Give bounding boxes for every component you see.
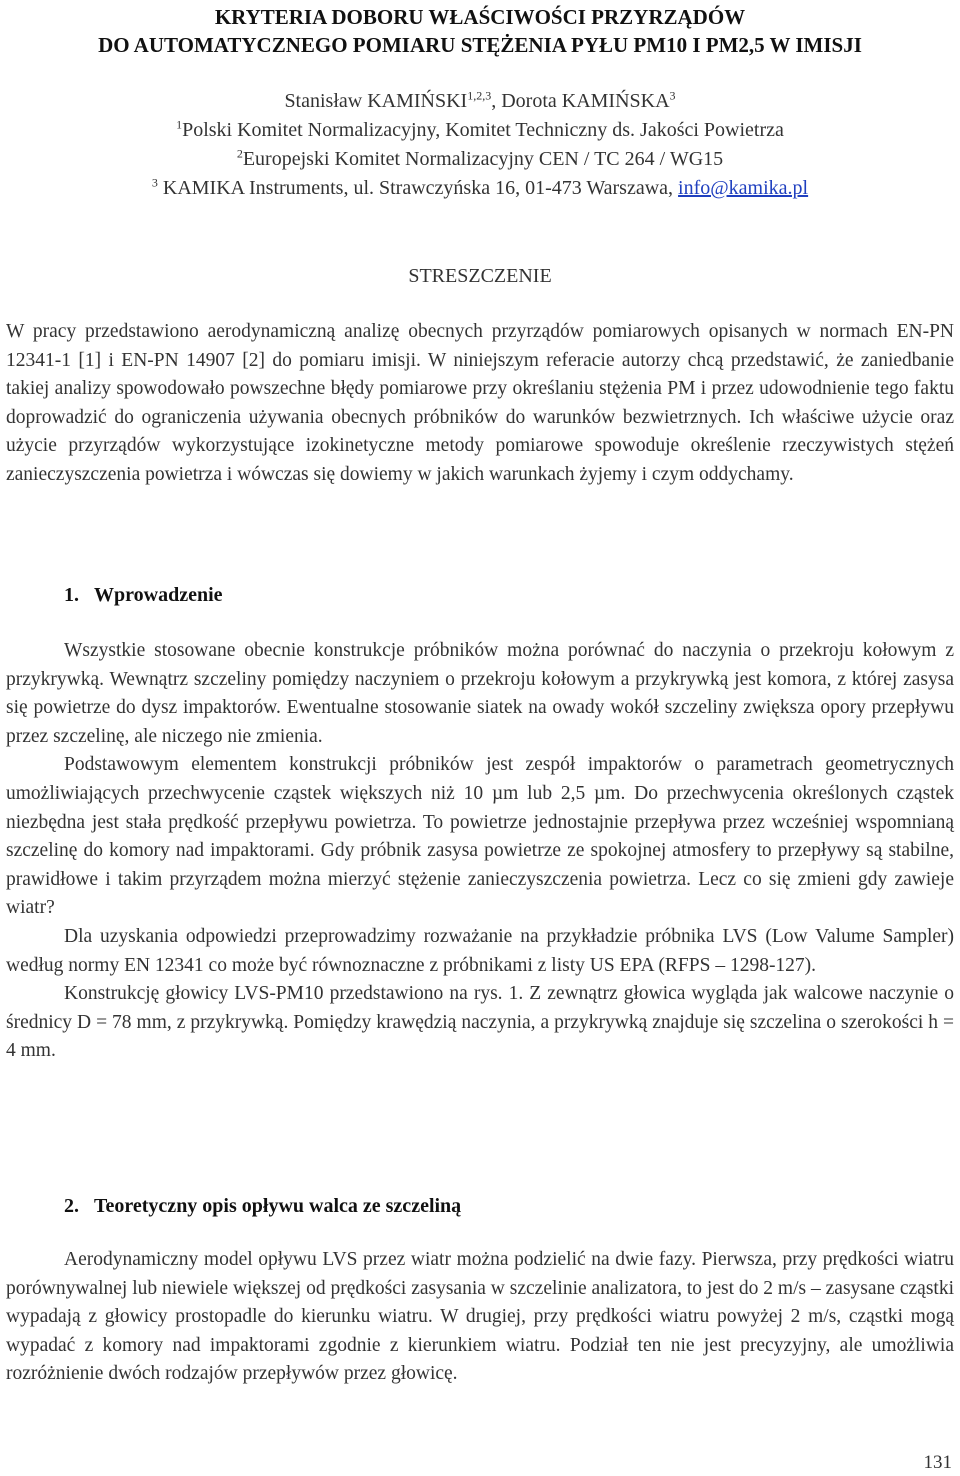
abstract-text — [6, 318, 954, 490]
abstract-paragraph: W pracy przedstawiono aerodynamiczną analizę obecnych przyrządów pomiarowych opisanych w normach EN-PN 12341-1 [1] i EN-PN 14907 [2] do pomiaru imisji. W niniejszym referacie autorzy chcą przedstawić, że zaniedbanie takiej analizy spowodowało powszechne błędy pomiarowe przy określaniu stężenia PM i przez udowodnienie tego faktu doprowadzić do ograniczenia używania obecnych próbników do warunków bezwietrznych. Ich właściwe użycie oraz użycie przyrządów wykorzystujące izokinetyczne metody pomiarowe spowoduje określenie rzeczywistych stężeń zanieczyszczenia powietrza i wówczas się dowiemy w jakich warunkach żyjemy i czym oddychamy. — [6, 321, 954, 485]
section-2-number: 2. — [64, 1195, 79, 1217]
section-1-number: 1. — [64, 584, 79, 606]
author-2-affiliation: 3 — [669, 88, 676, 103]
section-2-title: Teoretyczny opis opływu walca ze szczeliną — [94, 1195, 462, 1217]
section-1-paragraph-3: Dla uzyskania odpowiedzi przeprowadzimy rozważanie na przykładzie próbnika LVS (Low Valume Sampler) według normy EN 12341 co może być równoznaczne z próbnikami z listy US EPA (RFPS – 1298-127). — [6, 925, 954, 976]
section-1-paragraph-1: Wszystkie stosowane obecnie konstrukcje próbników można porównać do naczynia o przekroju kołowym z przykrywką. Wewnątrz szczeliny pomiędzy naczyniem o przekroju kołowym a przykrywką jest komora, z której zasysa się powietrze do dysz impaktorów. Ewentualne stosowanie siatek na owady wokół szczeliny zwiększa opory przepływu przez szczelinę, ale niczego nie zmienia. — [6, 640, 954, 747]
paper-title-line-1: KRYTERIA DOBORU WŁAŚCIWOŚCI PRZYRZĄDÓW — [214, 5, 746, 29]
affiliation-3-number: 3 — [151, 175, 158, 190]
authors-line — [0, 88, 960, 114]
affiliation-1-number: 1 — [176, 117, 183, 132]
author-1: Stanisław KAMIŃSKI — [284, 90, 468, 112]
section-2-body — [6, 1246, 954, 1389]
author-separator: , — [491, 90, 502, 112]
affiliation-2-text: Europejski Komitet Normalizacyjny CEN / TC 264 / WG15 — [242, 148, 724, 170]
paper-title-line-2: DO AUTOMATYCZNEGO POMIARU STĘŻENIA PYŁU PM10 I PM2,5 W IMISJI — [98, 33, 862, 57]
affiliation-2 — [0, 146, 960, 172]
abstract-heading: STRESZCZENIE — [408, 265, 552, 287]
email-link[interactable]: info@kamika.pl — [678, 177, 809, 199]
affiliation-2-number: 2 — [236, 146, 243, 161]
section-1-paragraph-4: Konstrukcję głowicy LVS-PM10 przedstawiono na rys. 1. Z zewnątrz głowica wygląda jak walcowe naczynie o średnicy D = 78 mm, z przykrywką. Pomiędzy krawędzią naczynia, a przykrywką znajduje się szczelina o szerokości h = 4 mm. — [6, 983, 954, 1062]
section-1-heading — [64, 582, 223, 608]
affiliation-1 — [0, 117, 960, 143]
author-1-affiliation: 1,2,3 — [467, 88, 492, 103]
section-2-paragraph-1: Aerodynamiczny model opływu LVS przez wiatr można podzielić na dwie fazy. Pierwsza, przy prędkości wiatru porównywalnej lub niewiele większej od prędkości zasysania w szczelinie analizatora, to jest do 2 m/s – zasysane cząstki wypadają z głowicy prostopadle do kierunku wiatru. W drugiej, przy prędkości wiatru powyżej 2 m/s, cząstki mogą wypadać z komory nad impaktorami zgodnie z kierunkiem wiatru. Podział ten nie jest precyzyjny, ale umożliwia rozróżnienie dwóch rodzajów przepływów przez głowicę. — [6, 1249, 954, 1385]
affiliation-1-text: Polski Komitet Normalizacyjny, Komitet Techniczny ds. Jakości Powietrza — [182, 119, 784, 141]
section-1-paragraph-2: Podstawowym elementem konstrukcji próbników jest zespół impaktorów o parametrach geometrycznych umożliwiających przechwycenie cząstek większych niż 10 µm lub 2,5 µm. Do przechwycenia określonych cząstek niezbędna jest stała prędkość przepływu powietrza. To powietrze jednostajnie przepływa przez wcześniej wspomnianą szczelinę do komory nad impaktorami. Gdy próbnik zasysa powietrze ze spokojnej atmosfery to przepływy są stabilne, prawidłowe i takim przyrządem można mierzyć stężenie zanieczyszczenia powietrza. Lecz co się zmieni gdy zawieje wiatr? — [6, 754, 954, 919]
section-2-heading — [64, 1193, 461, 1219]
page-number: 131 — [923, 1452, 952, 1473]
affiliation-3 — [0, 175, 960, 201]
section-1-title: Wprowadzenie — [94, 584, 223, 606]
affiliation-3-text: KAMIKA Instruments, ul. Strawczyńska 16, 01-473 Warszawa, — [162, 177, 679, 199]
section-1-body — [6, 637, 954, 1066]
author-2: Dorota KAMIŃSKA — [501, 90, 670, 112]
